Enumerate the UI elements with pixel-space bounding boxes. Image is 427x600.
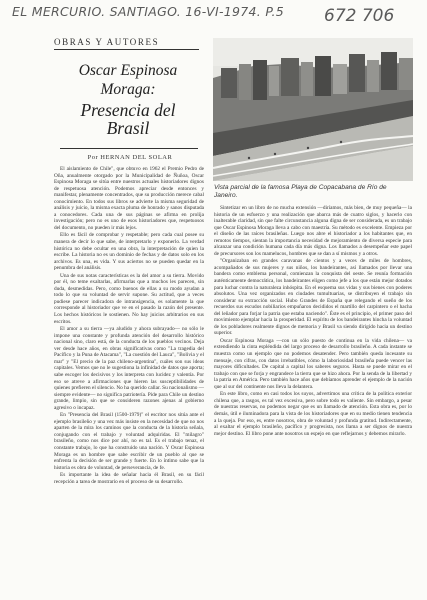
article-column-1 (54, 166, 204, 596)
section-label: OBRAS Y AUTORES (54, 37, 160, 47)
article-column-2 (214, 205, 412, 596)
paragraph: Ello es fácil de comprobar y respetable; pero cada cual posee su manera de decir lo que sabe, de interpretarlo y exponerlo. La verdad histórica no debe ocultar en una obra, la interpretación de quien la escribe. La historia no es un dominio de fechas y de datos solo en los archivos. Es una, es vida. Y sus aciertos no se pueden quedar en la penumbra del análisis. (54, 232, 204, 272)
copacabana-beach-image (213, 38, 413, 181)
handwritten-file-number: 672 706 (324, 6, 395, 26)
paragraph: En este libro, como en casi todos los suyos, advertimos una crítica de la política exterior chilena que, a rasgos, es tal vez excesiva, pero sobre todo es valiente. Sin embargo, a pesar de nuestras reservas, no podemos negar que es un llamado de atención. Esta obra es, por lo demás, útil e iluminadora para la vista de los historiadores que en su medio tienen tendencia a la queja. Por eso, es, entre nosotros, obra de voluntad y profunda gratitud. Indirectamente, al exaltar el ejemplo brasileño, pacífico y progresista, nos llama a ser dignos de nuestra mejor destino. El libro pone ante nosotros un espejo en que reflejarnos y debemos mirarlo. (214, 391, 412, 437)
paragraph: En "Presencia del Brasil (1500-1979)" el escritor nos sitúa ante el ejemplo brasileño y una vez más insiste en la necesidad de que no nos aparten de la mira los caminos que la conducta de la historia señala, conjugando con el trabajo y voluntad adquiridas. El "milagro" brasileño, como nos dice por ahí, no es tal. Es el trabajo tenaz, el constante trabajo, lo que ha construido una nación. Y Oscar Espinosa Moraga es un hombre que sabe escribir de un pueblo al que se enfrenta la decisión de ser grande y fuerte. En lo íntimo sabe que la historia es obra de voluntad, de perseverancia, de fe. (54, 412, 204, 471)
photo-caption: Vista parcial de la famosa Playa de Copacabana de Río de Janeiro. (214, 184, 387, 199)
paragraph: Oscar Espinosa Moraga —con un sólo puesto de continua en la vida chilena— va extendiendo la cinta espléndida del largo proceso de desarrollo brasileño. A cada instante se muestra como un ejemplo que no podemos desatender. Pero también queda incesante su mensaje, con cifras, con datos irrebatibles, cómo la laboriosidad brasileña puede vencer las mayores dificultades. De capital a capital los saberes seguros. Hasta se puede mirar en el trabajo con que se forja y engrandece la tierra que se hizo ahora. Por la senda de la libertad y la patria en América. Pero también hace años que debíamos aprender el ejemplo de la nación que al sur del continente nos lleva la delantera. (214, 337, 412, 390)
byline: Por HERNAN DEL SOLAR (87, 154, 173, 161)
section-rule (54, 49, 199, 50)
handwritten-source-note: EL MERCURIO. SANTIAGO. 16-VI-1974. P.5 (12, 4, 284, 19)
paragraph: Una de sus notas características es la del amor a su tierra. Movido por él, no teme exaltarlas, afirmarlas que a muchos les parecen, sin duda, desmedidas. Pero, como buenos de ellas a su modo ayudan a todo lo que su voluntad de servir supone. Su actitud, que a veces pudiese parecer indicadora de intransigencia, es solamente la que corresponde al historiador que ve en el pasado la razón del presente. Los hechos históricos le sostienen. No hay juicios arbitrarios en sus escritos. (54, 272, 204, 325)
photo (213, 38, 413, 181)
title-rule (60, 148, 198, 149)
paragraph: "Organizaban en grandes caravanas de cientos y a veces de miles de hombres, acompañados de sus mujeres y sus niños, los bandeirantes, así llamados por llevar una bandera como emblema personal, comienzan la conquista del oeste. Se reunía formación auténticamente democrática, los bandeirantes eligen como jefe a los que están mejor dotados para luchar contra la naturaleza inhóspita. En el esquema sus vidas y sus bienes con poderes absolutos. Una vez organizados en ciudades tumultuarias, se distribuyen el trabajo sin considerar su extracción social. Hubo Grandes de España que relegando el sueño de los recuerdos sus escudos nobiliarios empuñaron decididos el martillo del carpintero o el hacha del leñador para forjar la patria que estaba naciendo". Éste es el principio, el primer paso del movimiento ejemplar hacia la prosperidad. El espíritu de los bandeirantes hincha la voluntad de los pobladores realmente dignos de memoria y Brasil va siendo dirigido hacia un destino superior. (214, 258, 412, 337)
headline-line-1: Oscar Espinosa (78, 62, 178, 79)
paragraph: El amor a su tierra —ya aludido y ahora subrayado— no sólo le impone una constante y profunda atención del desarrollo histórico nacional sino, claro está, de la conducta de los pueblos vecinos. Deja ver desde hace años, en obras significativas como "La tragedia del Pacífico y la Puna de Atacama", "La cuestión del Lauca", "Bolivia y el mar" y "El precio de la paz chileno-argentina", cuáles son sus ideas capitales. Vemos que no le sugestiona la infinidad de datos que aporta; sabe escoger los decisivos y los interpreta con lucidez y valentía. Por eso se atreve a afirmaciones que hieren las susceptibilidades de quienes prefieren el silencio. No ha querido callar. Su nacionalismo —siempre evidente— no significa patriotería. Pide para Chile un destino grande, limpio, sin que se consideren razones ajenas al gobierno agresivo o incapaz. (54, 326, 204, 411)
headline-line-3: Presencia del Brasil (80, 100, 176, 138)
paragraph: El aislamiento de Chile", que obtuvo en 1962 el Premio Pedro de Oña, anualmente otorgado por la Municipalidad de Ñuñoa, Oscar Espinosa Moraga se sitúa entre nuestros actuales historiadores dignos de respetuosa atención. Podemos apreciar desde entonces y manifestar, plenamente concentrados, que su producción merece cabal conocimiento. En todos sus libros se advierte la misma seguridad de análisis y juicio, la misma exacta pluma de honrado y sanos disputada a conocedores. Cada una de sus páginas se afirma en prolija investigación; pero no es uno de esos historiadores que, respetuosos del documento, no pueden ir más lejos. (54, 166, 204, 231)
headline-line-2: Moraga: (100, 81, 156, 98)
paragraph: Sintetizar en un libro de no mucha extensión —diríamos, más bien, de muy pequeña— la historia de un esfuerzo y una realización que abarca más de cuatro siglos, y hacerlo con inalterable claridad, sin que falte circunstancia alguna digna de ser considerada, es un trabajo que Oscar Espinosa Moraga lleva a cabo con maestría. Su método es excelente. Empieza por el diseño de las raíces brasileñas. Luego nos abre el historiador a los habitantes que, en remotos tiempos, sientan la importancia necesidad de mejoramiento de diversa especie para alcanzar una condición humana cada día más digna. Los llamados a desempeñar este papel de precursores son los mamelucos, hombres que se dan a sí mismos y a otros. (214, 205, 412, 257)
paragraph: Es importante la idea de señalar hacia él Brasil, en su fácil recepción a tarea de mostrario en el proceso de su desarrollo. (54, 472, 204, 485)
